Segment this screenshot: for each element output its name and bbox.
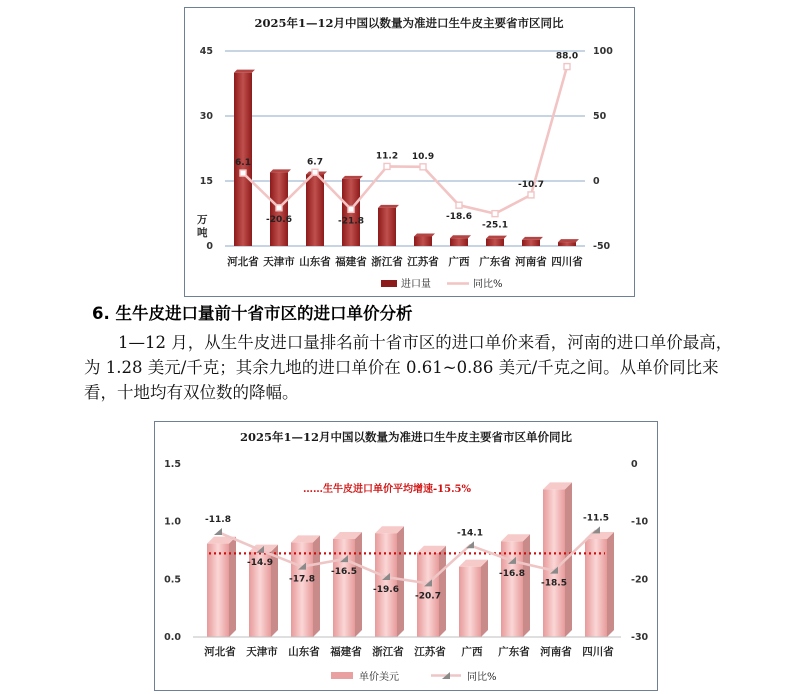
unit-price-chart <box>155 422 657 690</box>
bar-side <box>313 535 320 637</box>
category-label: 江苏省 <box>414 646 446 658</box>
bar-import-volume <box>378 208 396 246</box>
yoy-data-label: -11.5 <box>583 513 609 524</box>
yoy-data-label: -16.8 <box>499 568 525 579</box>
bar-top <box>414 233 435 236</box>
yoy-marker <box>492 211 498 217</box>
yoy-data-label: -18.5 <box>541 578 567 589</box>
yoy-marker <box>276 205 282 211</box>
right-tick-label: -20 <box>631 574 649 586</box>
category-label: 河南省 <box>540 646 572 658</box>
yoy-data-label: 6.7 <box>307 157 323 168</box>
category-label: 四川省 <box>582 646 614 658</box>
yoy-marker <box>384 163 390 169</box>
yoy-marker <box>240 170 246 176</box>
bar-import-volume <box>486 239 504 246</box>
right-tick-label: 0 <box>631 459 638 470</box>
category-label: 天津市 <box>246 646 278 658</box>
bar-unit-price <box>207 544 229 637</box>
left-tick-label: 1.5 <box>164 459 181 470</box>
bar-import-volume <box>306 175 324 247</box>
category-label: 广东省 <box>498 646 530 658</box>
yoy-marker <box>456 202 462 208</box>
yoy-data-label: -17.8 <box>289 574 315 585</box>
legend-swatch-volume <box>381 280 397 287</box>
yoy-data-label: -21.8 <box>338 216 364 227</box>
section-paragraph: 1—12 月，从生牛皮进口量排名前十省市区的进口单价来看，河南的进口单价最高，为 1.28 美元/千克；其余九地的进口单价在 0.61~0.86 美元/千克之间。从单价同比来看，十地均有双位数的降幅。 <box>84 333 733 402</box>
section-heading: 6. 生牛皮进口量前十省市区的进口单价分析 <box>92 304 413 323</box>
category-label: 浙江省 <box>371 256 403 268</box>
left-tick-label: 15 <box>199 176 213 187</box>
yoy-marker <box>528 192 534 198</box>
yoy-data-label: -16.5 <box>331 567 357 578</box>
right-tick-label: 100 <box>593 46 613 57</box>
bar-unit-price <box>501 541 523 637</box>
bar-top <box>270 169 291 172</box>
legend-label-yoy: 同比% <box>473 279 503 290</box>
bar-import-volume <box>450 238 468 246</box>
yoy-data-label: 88.0 <box>555 51 579 62</box>
yoy-marker <box>466 541 474 548</box>
bar-side <box>607 532 614 637</box>
yoy-line <box>243 67 567 214</box>
chart-title: 2025年1—12月中国以数量为准进口生牛皮主要省市区同比 <box>254 16 564 30</box>
yoy-marker <box>564 64 570 70</box>
left-tick-label: 45 <box>199 46 213 57</box>
yoy-data-label: -19.6 <box>373 585 399 596</box>
bar-import-volume <box>522 240 540 246</box>
bar-side <box>523 534 530 637</box>
category-label: 河南省 <box>515 256 547 268</box>
yoy-marker <box>420 164 426 170</box>
bar-top <box>234 70 255 73</box>
bar-unit-price <box>459 567 481 637</box>
category-label: 广西 <box>461 646 483 658</box>
import-volume-chart-panel <box>184 7 635 297</box>
yoy-data-label: 6.1 <box>235 158 251 169</box>
category-label: 山东省 <box>299 256 331 268</box>
category-label: 福建省 <box>330 646 362 658</box>
bar-top <box>522 237 543 240</box>
category-label: 四川省 <box>551 256 583 268</box>
right-tick-label: -10 <box>631 516 649 528</box>
legend-label-yoy: 同比% <box>467 672 497 683</box>
category-label: 江苏省 <box>407 256 439 268</box>
bar-import-volume <box>558 242 576 246</box>
category-label: 福建省 <box>335 256 367 268</box>
bar-top <box>486 236 507 239</box>
right-tick-label: -30 <box>631 632 649 643</box>
legend-swatch-price <box>331 672 353 679</box>
average-label: ……生牛皮进口单价平均增速-15.5% <box>303 484 472 495</box>
yoy-data-label: -25.1 <box>482 220 508 231</box>
yoy-marker <box>348 206 354 212</box>
bar-side <box>481 560 488 637</box>
left-tick-label: 0.0 <box>164 632 181 643</box>
yoy-data-label: -14.9 <box>247 557 273 568</box>
legend-label-price: 单价美元 <box>359 672 399 683</box>
right-tick-label: -50 <box>593 241 611 252</box>
category-label: 河北省 <box>204 646 236 658</box>
bar-import-volume <box>414 236 432 246</box>
bar-side <box>355 532 362 637</box>
right-tick-label: 0 <box>593 176 600 187</box>
bar-top <box>378 205 399 208</box>
category-label: 河北省 <box>227 256 259 268</box>
legend-label-volume: 进口量 <box>401 279 431 290</box>
bar-side <box>229 537 236 637</box>
category-label: 广西 <box>448 256 470 268</box>
bar-unit-price <box>291 542 313 637</box>
category-label: 天津市 <box>263 256 295 268</box>
yoy-data-label: -10.7 <box>518 179 544 190</box>
left-tick-label: 30 <box>199 111 213 122</box>
yoy-data-label: 11.2 <box>375 151 399 162</box>
yoy-marker <box>592 526 600 533</box>
left-axis-unit: 万 <box>197 214 208 226</box>
import-volume-chart <box>185 8 634 296</box>
yoy-data-label: -20.6 <box>266 214 292 225</box>
yoy-data-label: 10.9 <box>411 151 435 162</box>
unit-price-chart-panel <box>154 421 658 691</box>
yoy-marker <box>214 528 222 535</box>
right-tick-label: 50 <box>593 111 607 122</box>
yoy-data-label: -11.8 <box>205 515 231 526</box>
category-label: 浙江省 <box>372 646 404 658</box>
yoy-data-label: -18.6 <box>446 212 472 223</box>
yoy-marker <box>312 169 318 175</box>
bar-side <box>397 526 404 637</box>
left-tick-label: 1.0 <box>164 516 181 528</box>
bar-top <box>558 239 579 242</box>
bar-top <box>450 235 471 238</box>
left-tick-label: 0.5 <box>164 574 181 586</box>
yoy-data-label: -20.7 <box>415 591 441 602</box>
category-label: 山东省 <box>288 646 320 658</box>
left-tick-label: 0 <box>206 241 213 252</box>
bar-top <box>342 176 363 179</box>
chart-title: 2025年1—12月中国以数量为准进口生牛皮主要省市区单价同比 <box>239 430 573 444</box>
yoy-data-label: -14.1 <box>457 528 483 539</box>
category-label: 广东省 <box>479 256 511 268</box>
left-axis-unit: 吨 <box>197 227 208 239</box>
